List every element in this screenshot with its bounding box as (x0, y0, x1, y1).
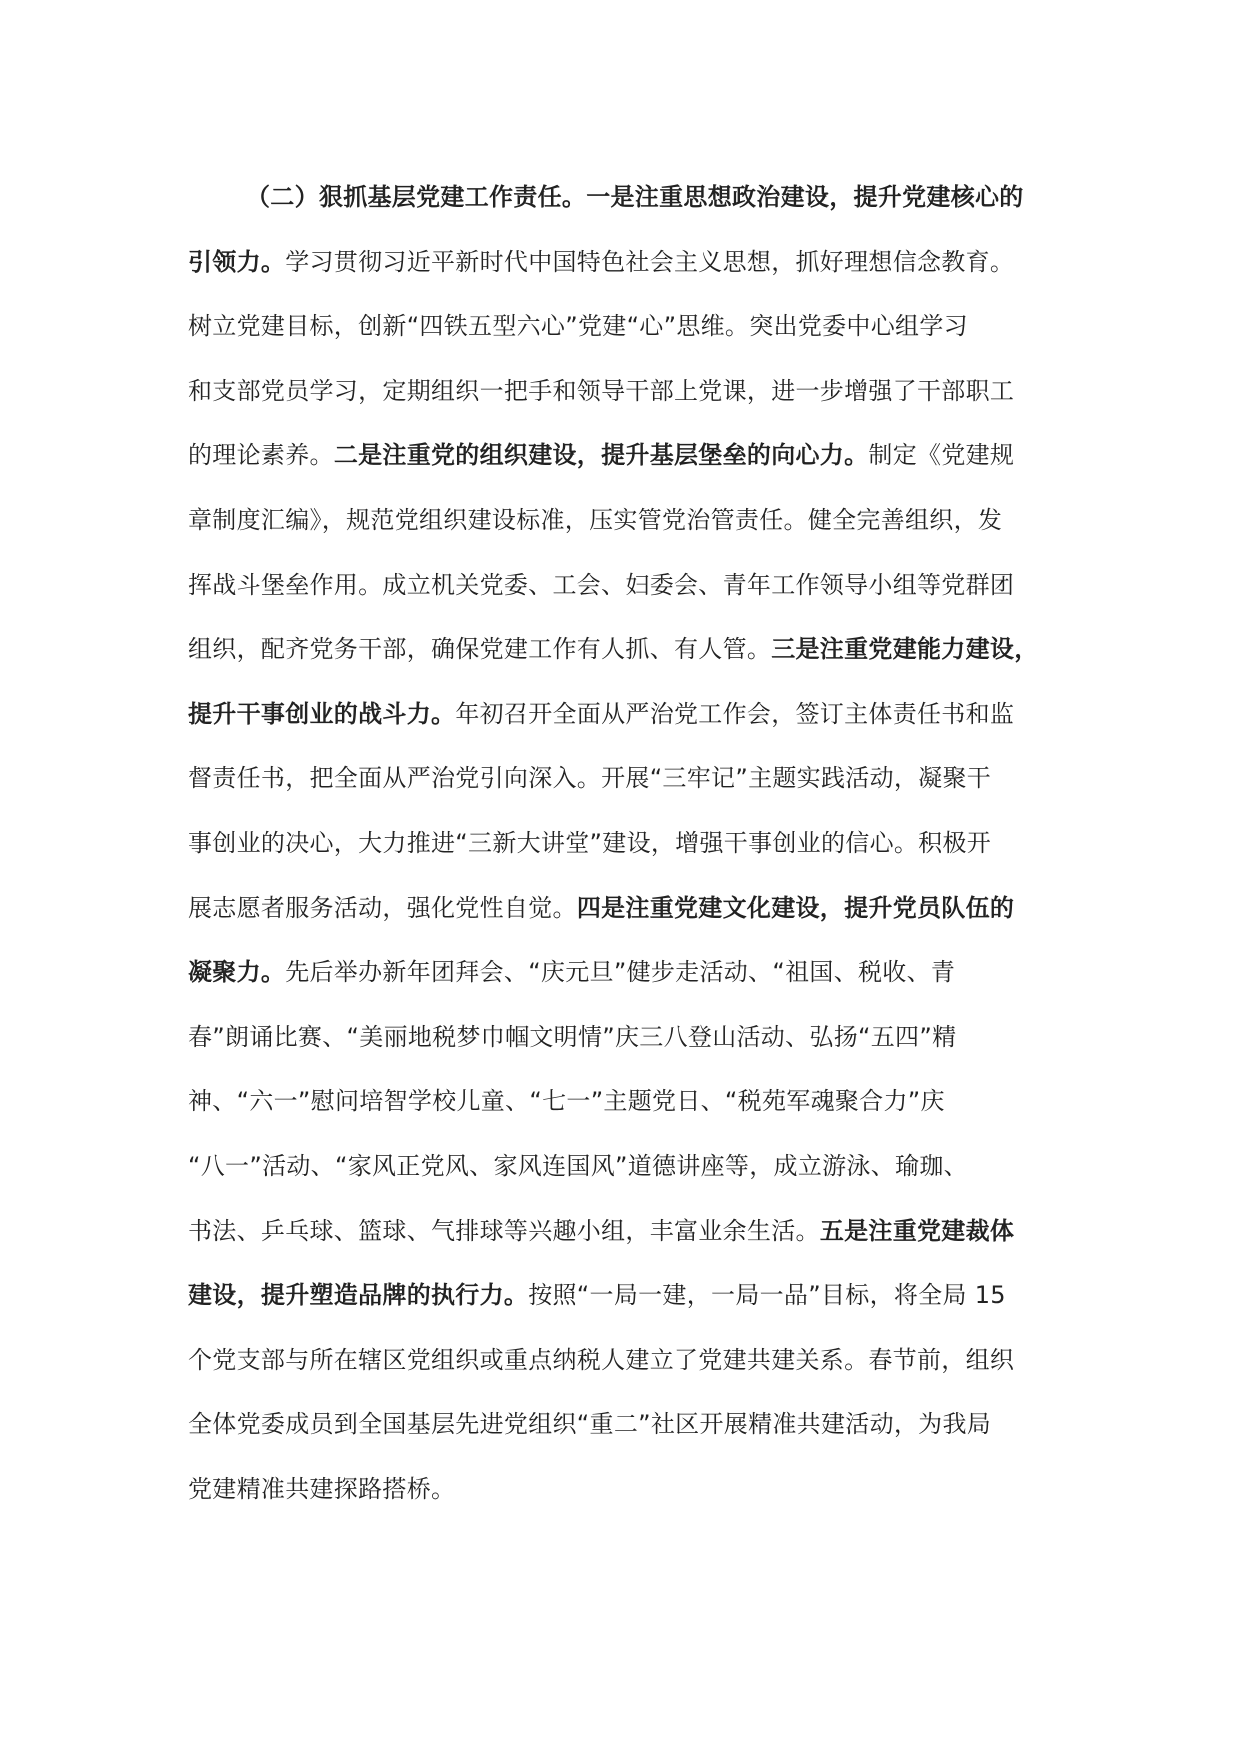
bold-text-segment: 提升干事创业的战斗力。 (188, 699, 456, 728)
text-line (188, 496, 1068, 561)
text-segment: 章制度汇编》，规范党组织建设标准，压实管党治管责任。健全完善组织，发 (188, 505, 1003, 534)
text-line (188, 1142, 1068, 1207)
text-line (188, 1336, 1068, 1401)
text-line (188, 1465, 1068, 1530)
text-line (188, 948, 1068, 1013)
bold-text-segment: 三是注重党建能力建设， (771, 635, 1039, 664)
text-segment: 书法、乒乓球、篮球、气排球等兴趣小组，丰富业余生活。 (188, 1216, 820, 1245)
text-segment: 神、“六一”慰问培智学校儿童、“七一”主题党日、“税苑军魂聚合力”庆 (188, 1087, 945, 1116)
text-segment: 按照“一局一建，一局一品”目标，将全局 15 (528, 1281, 1006, 1310)
text-segment: 组织，配齐党务干部，确保党建工作有人抓、有人管。 (188, 635, 772, 664)
text-line (188, 1013, 1068, 1078)
bold-text-segment: 凝聚力。 (188, 958, 286, 987)
text-segment: 和支部党员学习，定期组织一把手和领导干部上党课，进一步增强了干部职工 (188, 376, 1015, 405)
text-segment: 学习贯彻习近平新时代中国特色社会主义思想，抓好理想信念教育。 (285, 247, 1015, 276)
bold-text-segment: 引领力。 (188, 247, 286, 276)
text-segment: 党建精准共建探路搭桥。 (188, 1474, 456, 1503)
text-segment: 年初召开全面从严治党工作会，签订主体责任书和监 (455, 699, 1015, 728)
text-line (188, 302, 1068, 367)
text-segment: 个党支部与所在辖区党组织或重点纳税人建立了党建共建关系。春节前，组织 (188, 1345, 1015, 1374)
text-segment: 先后举办新年团拜会、“庆元旦”健步走活动、“祖国、税收、青 (285, 958, 956, 987)
text-segment: 春”朗诵比赛、“美丽地税梦巾帼文明情”庆三八登山活动、弘扬“五四”精 (188, 1022, 957, 1051)
text-line (188, 819, 1068, 884)
text-segment: 全体党委成员到全国基层先进党组织“重二”社区开展精准共建活动，为我局 (188, 1410, 992, 1439)
text-segment: 事创业的决心，大力推进“三新大讲堂”建设，增强干事创业的信心。积极开 (188, 828, 992, 857)
text-line (188, 754, 1068, 819)
bold-text-segment: 二是注重党的组织建设，提升基层堡垒的向心力。 (333, 441, 869, 470)
text-line (188, 625, 1068, 690)
text-line (188, 1077, 1068, 1142)
text-line (188, 1207, 1068, 1272)
text-segment: 树立党建目标，创新“四铁五型六心”党建“心”思维。突出党委中心组学习 (188, 312, 968, 341)
text-segment: 的理论素养。 (188, 441, 334, 470)
text-segment: “八一”活动、“家风正党风、家风连国风”道德讲座等，成立游泳、瑜珈、 (188, 1151, 968, 1180)
text-line (188, 431, 1068, 496)
text-segment: 制定《党建规 (868, 441, 1015, 470)
body-paragraph (188, 173, 1068, 1529)
bold-text-segment: 五是注重党建裁体 (819, 1216, 1015, 1245)
text-segment: 督责任书，把全面从严治党引向深入。开展“三牢记”主题实践活动，凝聚干 (188, 764, 992, 793)
text-line (188, 1271, 1068, 1336)
bold-text-segment: （二）狠抓基层党建工作责任。一是注重思想政治建设，提升党建核心的 (246, 183, 1024, 211)
bold-text-segment: 建设，提升塑造品牌的执行力。 (188, 1281, 529, 1310)
text-line (188, 1400, 1068, 1465)
text-line (188, 561, 1068, 626)
text-line (188, 173, 1068, 238)
text-segment: 展志愿者服务活动，强化党性自觉。 (188, 893, 577, 922)
text-line (188, 884, 1068, 949)
text-line (188, 690, 1068, 755)
bold-text-segment: 四是注重党建文化建设，提升党员队伍的 (576, 893, 1015, 922)
text-line (188, 367, 1068, 432)
text-segment: 挥战斗堡垒作用。成立机关党委、工会、妇委会、青年工作领导小组等党群团 (188, 570, 1015, 599)
text-line (188, 238, 1068, 303)
